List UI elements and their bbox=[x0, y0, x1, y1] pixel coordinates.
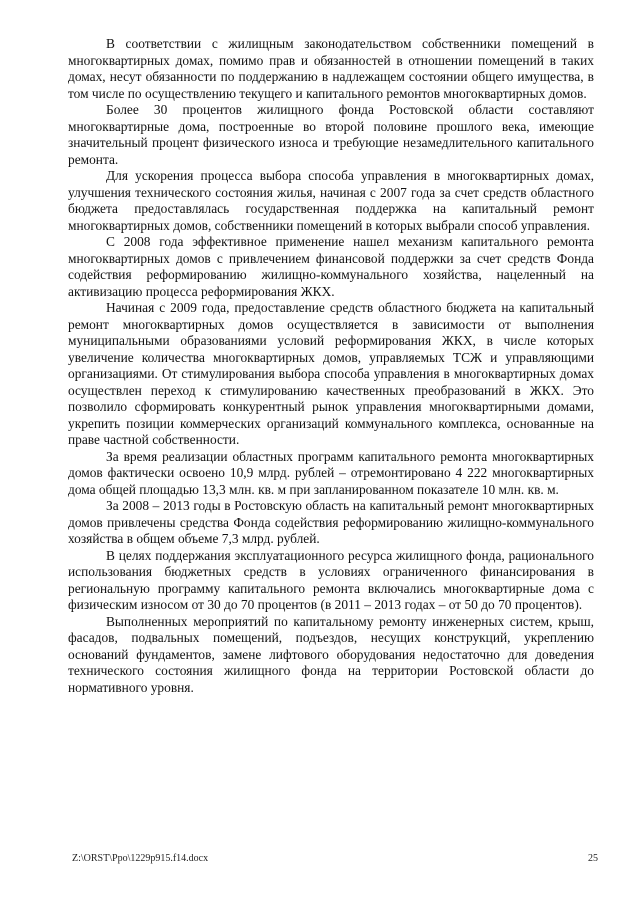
paragraph-owner-obligations: В соответствии с жилищным законодательством собственники помещений в многоквартирных домах, помимо прав и обязанностей в отношении помещений в таких домах, несут обязанности по поддержанию в надлежащем состоянии общего имущества, в том числе по осуществлению текущего и капитального ремонтов многоквартирных домов. bbox=[68, 36, 594, 101]
paragraph-state-support-2007: Для ускорения процесса выбора способа управления в многоквартирных домах, улучшения технического состояния жилья, начиная с 2007 года за счет средств областного бюджета предоставлялась государственная поддержка на капитальный ремонт многоквартирных домов, собственники помещений в которых выбрали способ управления. bbox=[68, 168, 594, 233]
paragraph-insufficient-measures: Выполненных мероприятий по капитальному ремонту инженерных систем, крыш, фасадов, подвальных помещений, подъездов, несущих конструкций, укреплению оснований фундаментов, замене лифтового оборудования недостаточно для доведения технического состояния жилищного фонда на территории Ростовской области до нормативного уровня. bbox=[68, 613, 594, 695]
paragraph-fund-mechanism-2008: С 2008 года эффективное применение нашел механизм капитального ремонта многоквартирных домов с привлечением финансовой поддержки за счет средств Фонда содействия реформированию жилищно-коммунального хозяйства, нацеленный на активизацию процесса реформирования ЖКХ. bbox=[68, 234, 594, 299]
document-body bbox=[68, 36, 594, 696]
paragraph-budget-conditions-2009: Начиная с 2009 года, предоставление средств областного бюджета на капитальный ремонт многоквартирных домов осуществляется в зависимости от выполнения муниципальными образованиями условий реформирования ЖКХ, в числе которых увеличение количества многоквартирных домов, управляемых ТСЖ и управляющими организациями. От стимулирования выбора способа управления в многоквартирных домах осуществлен переход к стимулированию качественных преобразований в ЖКХ. Это позволило сформировать конкурентный рынок управления многоквартирными домами, укрепить позиции коммерческих организаций коммунального комплекса, основанные на праве частной собственности. bbox=[68, 300, 594, 447]
paragraph-housing-stock-wear: Более 30 процентов жилищного фонда Ростовской области составляют многоквартирные дома, построенные во второй половине прошлого века, имеющие значительный процент физического износа и требующие незамедлительного капитального ремонта. bbox=[68, 102, 594, 167]
footer-file-path: Z:\ORST\Ppo\1229p915.f14.docx bbox=[72, 853, 209, 864]
paragraph-program-results: За время реализации областных программ капитального ремонта многоквартирных домов фактически освоено 10,9 млрд. рублей – отремонтировано 4 222 многоквартирных дома общей площадью 13,3 млн. кв. м при запланированном показателе 10 млн. кв. м. bbox=[68, 448, 594, 497]
paragraph-fund-attraction: За 2008 – 2013 годы в Ростовскую область на капитальный ремонт многоквартирных домов привлечены средства Фонда содействия реформированию жилищно-коммунального хозяйства в общем объеме 7,3 млрд. рублей. bbox=[68, 498, 594, 546]
paragraph-wear-criteria: В целях поддержания эксплуатационного ресурса жилищного фонда, рационального использования бюджетных средств в условиях ограниченного финансирования в региональную программу капитального ремонта включались многоквартирные дома с физическим износом от 30 до 70 процентов (в 2011 – 2013 годах – от 50 до 70 процентов). bbox=[68, 547, 594, 612]
page-number: 25 bbox=[588, 853, 598, 864]
